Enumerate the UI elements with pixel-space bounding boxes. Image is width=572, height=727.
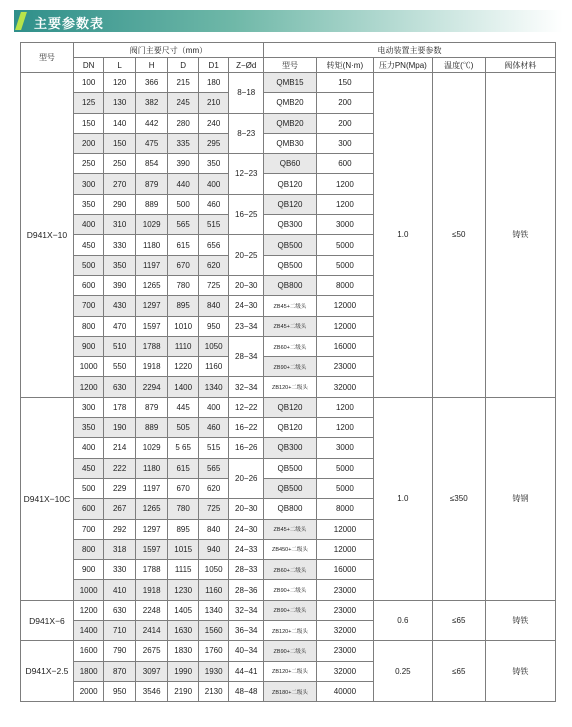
cell-torque: 32000 (316, 661, 373, 681)
cell-d: 1115 (168, 560, 199, 580)
cell-z: 44−41 (229, 661, 264, 681)
cell-actuator-model: QB120 (264, 397, 317, 417)
cell-actuator-model: ZB45+二级头 (264, 519, 317, 539)
cell-d1: 460 (198, 418, 229, 438)
cell-actuator-model: QB120 (264, 194, 317, 214)
cell-torque: 5000 (316, 458, 373, 478)
cell-dn: 800 (73, 539, 104, 559)
cell-z: 16−25 (229, 194, 264, 235)
cell-d: 1220 (168, 357, 199, 377)
cell-l: 630 (104, 600, 136, 620)
cell-d: 2190 (168, 681, 199, 701)
cell-torque: 23000 (316, 641, 373, 661)
cell-z: 12−23 (229, 154, 264, 195)
cell-l: 318 (104, 539, 136, 559)
cell-h: 1029 (135, 438, 168, 458)
cell-model: D941X−10C (21, 397, 74, 600)
table-row (21, 600, 556, 620)
cell-z: 28−36 (229, 580, 264, 600)
col-temperature: 温度(℃) (432, 58, 485, 73)
cell-actuator-model: QMB30 (264, 133, 317, 153)
cell-d: 445 (168, 397, 199, 417)
cell-d1: 1340 (198, 600, 229, 620)
cell-h: 1918 (135, 357, 168, 377)
cell-h: 2294 (135, 377, 168, 397)
cell-dn: 1000 (73, 357, 104, 377)
col-z: Z−Ød (229, 58, 264, 73)
cell-actuator-model: QMB15 (264, 73, 317, 93)
cell-d: 1230 (168, 580, 199, 600)
cell-l: 710 (104, 621, 136, 641)
cell-z: 20−26 (229, 458, 264, 499)
cell-actuator-model: QB300 (264, 215, 317, 235)
table-row (21, 73, 556, 93)
cell-dn: 700 (73, 519, 104, 539)
cell-torque: 300 (316, 133, 373, 153)
cell-h: 1788 (135, 560, 168, 580)
cell-dn: 300 (73, 174, 104, 194)
cell-d: 1015 (168, 539, 199, 559)
cell-h: 1918 (135, 580, 168, 600)
cell-dn: 350 (73, 418, 104, 438)
cell-torque: 16000 (316, 336, 373, 356)
cell-d: 500 (168, 194, 199, 214)
cell-h: 1297 (135, 519, 168, 539)
cell-torque: 5000 (316, 255, 373, 275)
cell-torque: 5000 (316, 235, 373, 255)
cell-l: 330 (104, 235, 136, 255)
header-model: 型号 (21, 43, 74, 73)
cell-h: 1197 (135, 478, 168, 498)
cell-torque: 3000 (316, 215, 373, 235)
cell-torque: 200 (316, 93, 373, 113)
cell-dn: 1800 (73, 661, 104, 681)
cell-d1: 515 (198, 438, 229, 458)
cell-actuator-model: ZB120+二级头 (264, 377, 317, 397)
cell-h: 879 (135, 397, 168, 417)
cell-temperature: ≤65 (432, 641, 485, 702)
col-h: H (135, 58, 168, 73)
cell-torque: 1200 (316, 418, 373, 438)
cell-l: 350 (104, 255, 136, 275)
cell-l: 950 (104, 681, 136, 701)
cell-actuator-model: ZB90+二级头 (264, 580, 317, 600)
cell-d1: 725 (198, 275, 229, 295)
cell-d: 280 (168, 113, 199, 133)
cell-d1: 180 (198, 73, 229, 93)
cell-z: 24−30 (229, 296, 264, 316)
cell-actuator-model: QB120 (264, 418, 317, 438)
cell-d: 565 (168, 215, 199, 235)
cell-l: 150 (104, 133, 136, 153)
cell-actuator-model: QB800 (264, 275, 317, 295)
col-torque: 转矩(N·m) (316, 58, 373, 73)
cell-d: 895 (168, 519, 199, 539)
cell-z: 40−34 (229, 641, 264, 661)
cell-d1: 210 (198, 93, 229, 113)
cell-h: 442 (135, 113, 168, 133)
cell-l: 330 (104, 560, 136, 580)
cell-h: 3097 (135, 661, 168, 681)
cell-d1: 515 (198, 215, 229, 235)
cell-z: 24−30 (229, 519, 264, 539)
cell-actuator-model: QB500 (264, 458, 317, 478)
cell-torque: 150 (316, 73, 373, 93)
cell-d1: 1760 (198, 641, 229, 661)
cell-d: 440 (168, 174, 199, 194)
cell-d: 780 (168, 275, 199, 295)
header-actuator-params: 电动装置主要参数 (264, 43, 556, 58)
cell-d: 1630 (168, 621, 199, 641)
cell-d1: 656 (198, 235, 229, 255)
cell-d1: 240 (198, 113, 229, 133)
cell-d: 1010 (168, 316, 199, 336)
cell-d1: 950 (198, 316, 229, 336)
cell-z: 12−22 (229, 397, 264, 417)
cell-d1: 295 (198, 133, 229, 153)
cell-torque: 1200 (316, 174, 373, 194)
cell-dn: 250 (73, 154, 104, 174)
cell-d: 245 (168, 93, 199, 113)
cell-d1: 2130 (198, 681, 229, 701)
cell-z: 28−33 (229, 560, 264, 580)
cell-actuator-model: ZB90+二级头 (264, 641, 317, 661)
cell-z: 20−30 (229, 499, 264, 519)
cell-dn: 300 (73, 397, 104, 417)
cell-d: 215 (168, 73, 199, 93)
cell-l: 222 (104, 458, 136, 478)
cell-d1: 1050 (198, 336, 229, 356)
cell-l: 870 (104, 661, 136, 681)
col-d1: D1 (198, 58, 229, 73)
cell-dn: 450 (73, 235, 104, 255)
cell-dn: 200 (73, 133, 104, 153)
cell-actuator-model: QB60 (264, 154, 317, 174)
cell-l: 292 (104, 519, 136, 539)
cell-d1: 840 (198, 519, 229, 539)
cell-d: 1990 (168, 661, 199, 681)
cell-d: 615 (168, 458, 199, 478)
cell-torque: 12000 (316, 296, 373, 316)
cell-material: 铸钢 (485, 397, 555, 600)
cell-z: 24−33 (229, 539, 264, 559)
cell-model: D941X−10 (21, 73, 74, 398)
cell-d: 780 (168, 499, 199, 519)
cell-h: 854 (135, 154, 168, 174)
cell-material: 铸铁 (485, 641, 555, 702)
col-l: L (104, 58, 136, 73)
cell-d: 670 (168, 478, 199, 498)
cell-actuator-model: ZB120+二级头 (264, 621, 317, 641)
cell-l: 290 (104, 194, 136, 214)
cell-model: D941X−6 (21, 600, 74, 641)
section-title: 主要参数表 (34, 17, 105, 32)
cell-torque: 8000 (316, 499, 373, 519)
cell-d1: 940 (198, 539, 229, 559)
cell-l: 390 (104, 275, 136, 295)
cell-d: 335 (168, 133, 199, 153)
cell-h: 1297 (135, 296, 168, 316)
cell-dn: 900 (73, 560, 104, 580)
cell-l: 250 (104, 154, 136, 174)
cell-l: 267 (104, 499, 136, 519)
cell-h: 2248 (135, 600, 168, 620)
cell-z: 36−34 (229, 621, 264, 641)
cell-z: 8−18 (229, 73, 264, 114)
cell-d: 615 (168, 235, 199, 255)
cell-h: 1265 (135, 499, 168, 519)
cell-d: 1830 (168, 641, 199, 661)
cell-d1: 1050 (198, 560, 229, 580)
cell-actuator-model: QB500 (264, 255, 317, 275)
col-d: D (168, 58, 199, 73)
cell-h: 366 (135, 73, 168, 93)
cell-l: 790 (104, 641, 136, 661)
cell-material: 铸铁 (485, 73, 555, 398)
cell-d1: 1160 (198, 580, 229, 600)
cell-model: D941X−2.5 (21, 641, 74, 702)
cell-l: 550 (104, 357, 136, 377)
cell-l: 270 (104, 174, 136, 194)
cell-h: 889 (135, 194, 168, 214)
cell-dn: 400 (73, 215, 104, 235)
cell-h: 1180 (135, 458, 168, 478)
cell-d1: 400 (198, 397, 229, 417)
table-row (21, 397, 556, 417)
cell-pressure: 0.6 (373, 600, 432, 641)
cell-h: 382 (135, 93, 168, 113)
cell-actuator-model: QB120 (264, 174, 317, 194)
cell-temperature: ≤350 (432, 397, 485, 600)
cell-l: 310 (104, 215, 136, 235)
cell-d1: 1930 (198, 661, 229, 681)
cell-dn: 500 (73, 478, 104, 498)
cell-actuator-model: ZB45+二级头 (264, 296, 317, 316)
cell-dn: 1600 (73, 641, 104, 661)
cell-dn: 800 (73, 316, 104, 336)
cell-z: 28−34 (229, 336, 264, 377)
header-valve-dimensions: 阀门主要尺寸（mm） (73, 43, 263, 58)
cell-h: 1597 (135, 316, 168, 336)
cell-l: 410 (104, 580, 136, 600)
cell-actuator-model: QB800 (264, 499, 317, 519)
cell-z: 8−23 (229, 113, 264, 154)
cell-z: 20−30 (229, 275, 264, 295)
cell-pressure: 1.0 (373, 73, 432, 398)
cell-actuator-model: ZB60+二级头 (264, 336, 317, 356)
cell-actuator-model: QB500 (264, 478, 317, 498)
cell-torque: 16000 (316, 560, 373, 580)
cell-d1: 350 (198, 154, 229, 174)
cell-h: 2675 (135, 641, 168, 661)
cell-torque: 600 (316, 154, 373, 174)
cell-h: 889 (135, 418, 168, 438)
cell-d1: 620 (198, 255, 229, 275)
cell-actuator-model: ZB180+二级头 (264, 681, 317, 701)
cell-h: 1597 (135, 539, 168, 559)
cell-dn: 900 (73, 336, 104, 356)
cell-dn: 1000 (73, 580, 104, 600)
cell-d: 505 (168, 418, 199, 438)
cell-h: 1788 (135, 336, 168, 356)
col-material: 阀体材料 (485, 58, 555, 73)
cell-d1: 840 (198, 296, 229, 316)
cell-pressure: 1.0 (373, 397, 432, 600)
cell-dn: 2000 (73, 681, 104, 701)
table-row (21, 641, 556, 661)
cell-d: 5 65 (168, 438, 199, 458)
cell-d1: 460 (198, 194, 229, 214)
parameter-table (20, 42, 556, 702)
cell-actuator-model: ZB45+二级头 (264, 316, 317, 336)
cell-temperature: ≤50 (432, 73, 485, 398)
cell-actuator-model: ZB90+二级头 (264, 357, 317, 377)
cell-h: 1197 (135, 255, 168, 275)
cell-l: 470 (104, 316, 136, 336)
cell-h: 1265 (135, 275, 168, 295)
cell-l: 214 (104, 438, 136, 458)
cell-torque: 8000 (316, 275, 373, 295)
cell-d1: 620 (198, 478, 229, 498)
cell-d: 390 (168, 154, 199, 174)
cell-actuator-model: QB500 (264, 235, 317, 255)
cell-h: 1180 (135, 235, 168, 255)
cell-torque: 3000 (316, 438, 373, 458)
cell-l: 190 (104, 418, 136, 438)
cell-torque: 32000 (316, 377, 373, 397)
cell-h: 3546 (135, 681, 168, 701)
cell-dn: 1400 (73, 621, 104, 641)
cell-z: 16−22 (229, 418, 264, 438)
cell-h: 2414 (135, 621, 168, 641)
cell-d1: 400 (198, 174, 229, 194)
cell-l: 510 (104, 336, 136, 356)
cell-torque: 23000 (316, 580, 373, 600)
cell-l: 178 (104, 397, 136, 417)
cell-torque: 32000 (316, 621, 373, 641)
cell-actuator-model: QB300 (264, 438, 317, 458)
cell-d: 1405 (168, 600, 199, 620)
cell-actuator-model: ZB90+二级头 (264, 600, 317, 620)
cell-actuator-model: QMB20 (264, 113, 317, 133)
cell-torque: 23000 (316, 357, 373, 377)
cell-l: 140 (104, 113, 136, 133)
cell-d1: 1160 (198, 357, 229, 377)
cell-torque: 200 (316, 113, 373, 133)
cell-torque: 12000 (316, 316, 373, 336)
cell-z: 23−34 (229, 316, 264, 336)
cell-d: 895 (168, 296, 199, 316)
cell-dn: 500 (73, 255, 104, 275)
cell-z: 20−25 (229, 235, 264, 276)
col-dn: DN (73, 58, 104, 73)
cell-z: 48−48 (229, 681, 264, 701)
cell-dn: 1200 (73, 377, 104, 397)
cell-torque: 1200 (316, 397, 373, 417)
cell-d1: 1340 (198, 377, 229, 397)
cell-torque: 23000 (316, 600, 373, 620)
cell-material: 铸铁 (485, 600, 555, 641)
cell-h: 1029 (135, 215, 168, 235)
cell-actuator-model: ZB450+二级头 (264, 539, 317, 559)
cell-dn: 350 (73, 194, 104, 214)
cell-actuator-model: QMB20 (264, 93, 317, 113)
cell-h: 879 (135, 174, 168, 194)
cell-l: 130 (104, 93, 136, 113)
cell-d1: 1560 (198, 621, 229, 641)
cell-d: 670 (168, 255, 199, 275)
cell-dn: 700 (73, 296, 104, 316)
cell-z: 32−34 (229, 377, 264, 397)
cell-d1: 565 (198, 458, 229, 478)
cell-actuator-model: ZB60+二级头 (264, 560, 317, 580)
cell-dn: 1200 (73, 600, 104, 620)
cell-l: 430 (104, 296, 136, 316)
cell-pressure: 0.25 (373, 641, 432, 702)
cell-l: 120 (104, 73, 136, 93)
cell-dn: 600 (73, 499, 104, 519)
cell-z: 16−26 (229, 438, 264, 458)
cell-dn: 150 (73, 113, 104, 133)
cell-dn: 125 (73, 93, 104, 113)
cell-actuator-model: ZB120+二级头 (264, 661, 317, 681)
cell-temperature: ≤65 (432, 600, 485, 641)
cell-z: 32−34 (229, 600, 264, 620)
cell-dn: 100 (73, 73, 104, 93)
cell-l: 229 (104, 478, 136, 498)
col-pressure: 压力PN(Mpa) (373, 58, 432, 73)
cell-l: 630 (104, 377, 136, 397)
cell-d: 1400 (168, 377, 199, 397)
cell-torque: 12000 (316, 539, 373, 559)
cell-d1: 725 (198, 499, 229, 519)
cell-d: 1110 (168, 336, 199, 356)
cell-h: 475 (135, 133, 168, 153)
cell-dn: 400 (73, 438, 104, 458)
cell-torque: 12000 (316, 519, 373, 539)
cell-dn: 450 (73, 458, 104, 478)
col-actuator-model: 型号 (264, 58, 317, 73)
cell-torque: 40000 (316, 681, 373, 701)
cell-torque: 1200 (316, 194, 373, 214)
cell-torque: 5000 (316, 478, 373, 498)
cell-dn: 600 (73, 275, 104, 295)
